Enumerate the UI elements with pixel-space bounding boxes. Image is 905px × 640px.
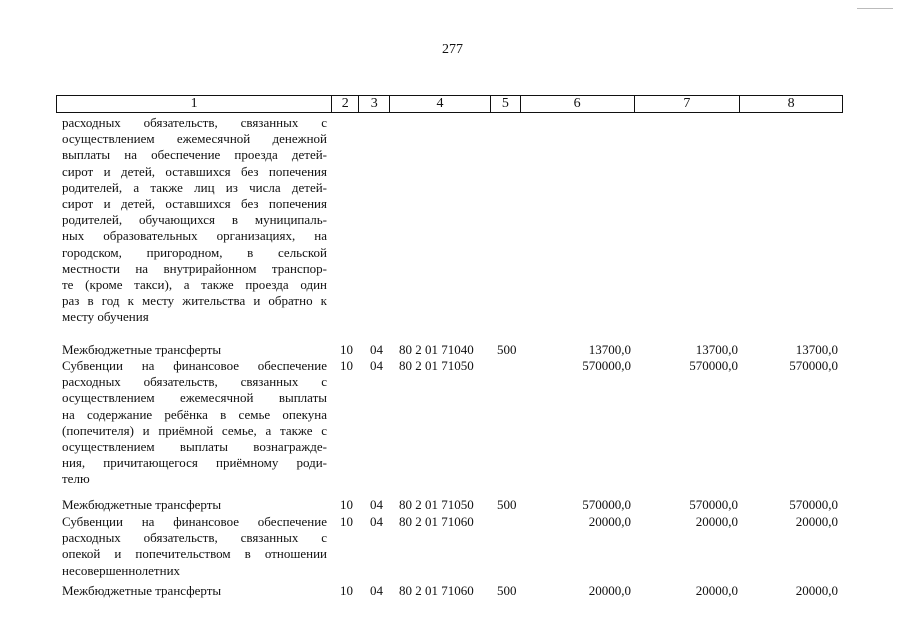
expense-type-code: 500 bbox=[497, 342, 517, 357]
subsection-code: 04 bbox=[370, 514, 383, 529]
desc-line: на содержание ребёнка в семье опекуна bbox=[62, 406, 327, 422]
target-article-code: 80 2 01 71050 bbox=[399, 358, 474, 373]
subsection-code: 04 bbox=[370, 358, 383, 373]
desc-line: расходных обязательств, связанных с bbox=[62, 374, 327, 390]
desc-line-last: несовершеннолетних bbox=[62, 562, 181, 578]
column-header-6: 6 bbox=[521, 96, 635, 112]
section-code: 10 bbox=[340, 358, 353, 373]
amount-col-7: 20000,0 bbox=[695, 583, 738, 598]
desc-line: те (кроме такси), а также проезда один bbox=[62, 277, 327, 293]
scan-edge-mark bbox=[857, 8, 893, 9]
amount-col-8: 570000,0 bbox=[789, 358, 838, 373]
amount-col-6: 570000,0 bbox=[582, 358, 631, 373]
subsection-code: 04 bbox=[370, 497, 383, 512]
desc-line: Субвенции на финансовое обеспечение bbox=[62, 514, 327, 529]
desc-line: осуществлением ежемесячной выплаты bbox=[62, 390, 327, 406]
desc-line: Межбюджетные трансферты bbox=[62, 342, 222, 357]
column-header-3: 3 bbox=[359, 96, 390, 112]
desc-line-last: месту обучения bbox=[62, 309, 149, 325]
desc-line-last: телю bbox=[62, 471, 90, 487]
column-header-4: 4 bbox=[390, 96, 491, 112]
desc-line: сирот и детей, оставшихся без попечения bbox=[62, 196, 327, 212]
desc-line: Субвенции на финансовое обеспечение bbox=[62, 358, 327, 373]
desc-line: родителей, обучающихся в муниципаль- bbox=[62, 212, 327, 228]
column-header-8: 8 bbox=[787, 96, 795, 111]
expense-type-code: 500 bbox=[497, 583, 517, 598]
amount-col-6: 20000,0 bbox=[588, 583, 631, 598]
amount-col-7: 20000,0 bbox=[695, 514, 738, 529]
column-header-1: 1 bbox=[57, 96, 332, 112]
row-description bbox=[62, 358, 327, 488]
desc-line: расходных обязательств, связанных с bbox=[62, 115, 327, 130]
desc-line: (попечителя) и приёмной семье, а также с bbox=[62, 422, 327, 438]
desc-line: осуществлением ежемесячной денежной bbox=[62, 131, 327, 147]
desc-line: городском, пригородном, в сельской bbox=[62, 244, 327, 260]
target-article-code: 80 2 01 71050 bbox=[399, 497, 474, 512]
desc-line: расходных обязательств, связанных с bbox=[62, 530, 327, 546]
section-code: 10 bbox=[340, 583, 353, 598]
desc-line: выплаты на обеспечение проезда детей- bbox=[62, 147, 327, 163]
subsection-code: 04 bbox=[370, 342, 383, 357]
desc-line: Межбюджетные трансферты bbox=[62, 583, 222, 598]
column-header-5: 5 bbox=[491, 96, 521, 112]
amount-col-6: 570000,0 bbox=[582, 497, 631, 512]
desc-line: раз в год к месту жительства и обратно к bbox=[62, 293, 327, 309]
desc-line: осуществлением выплаты вознагражде- bbox=[62, 439, 327, 455]
row-description bbox=[62, 583, 327, 599]
section-code: 10 bbox=[340, 514, 353, 529]
target-article-code: 80 2 01 71060 bbox=[399, 583, 474, 598]
amount-col-6: 20000,0 bbox=[588, 514, 631, 529]
subsection-code: 04 bbox=[370, 583, 383, 598]
desc-line: родителей, а также лиц из числа детей- bbox=[62, 179, 327, 195]
column-header-2: 2 bbox=[332, 96, 359, 112]
desc-line: ния, причитающегося приёмному роди- bbox=[62, 455, 327, 471]
row-description bbox=[62, 342, 327, 358]
amount-col-7: 570000,0 bbox=[689, 358, 738, 373]
amount-col-6: 13700,0 bbox=[588, 342, 631, 357]
desc-line: сирот и детей, оставшихся без попечения bbox=[62, 163, 327, 179]
row-description bbox=[62, 115, 327, 326]
row-description bbox=[62, 497, 327, 513]
section-code: 10 bbox=[340, 497, 353, 512]
amount-col-7: 13700,0 bbox=[695, 342, 738, 357]
desc-line: Межбюджетные трансферты bbox=[62, 497, 222, 512]
amount-col-8: 13700,0 bbox=[795, 342, 838, 357]
section-code: 10 bbox=[340, 342, 353, 357]
expense-type-code: 500 bbox=[497, 497, 517, 512]
column-header-7: 7 bbox=[635, 96, 741, 112]
amount-col-7: 570000,0 bbox=[689, 497, 738, 512]
row-description bbox=[62, 514, 327, 579]
table-header-row bbox=[56, 95, 843, 113]
desc-line: ных образовательных организациях, на bbox=[62, 228, 327, 244]
target-article-code: 80 2 01 71060 bbox=[399, 514, 474, 529]
desc-line: опекой и попечительством в отношении bbox=[62, 546, 327, 562]
target-article-code: 80 2 01 71040 bbox=[399, 342, 474, 357]
amount-col-8: 20000,0 bbox=[795, 514, 838, 529]
amount-col-8: 20000,0 bbox=[795, 583, 838, 598]
page-number: 277 bbox=[442, 42, 463, 57]
desc-line: местности на внутрирайонном транспор- bbox=[62, 260, 327, 276]
amount-col-8: 570000,0 bbox=[789, 497, 838, 512]
